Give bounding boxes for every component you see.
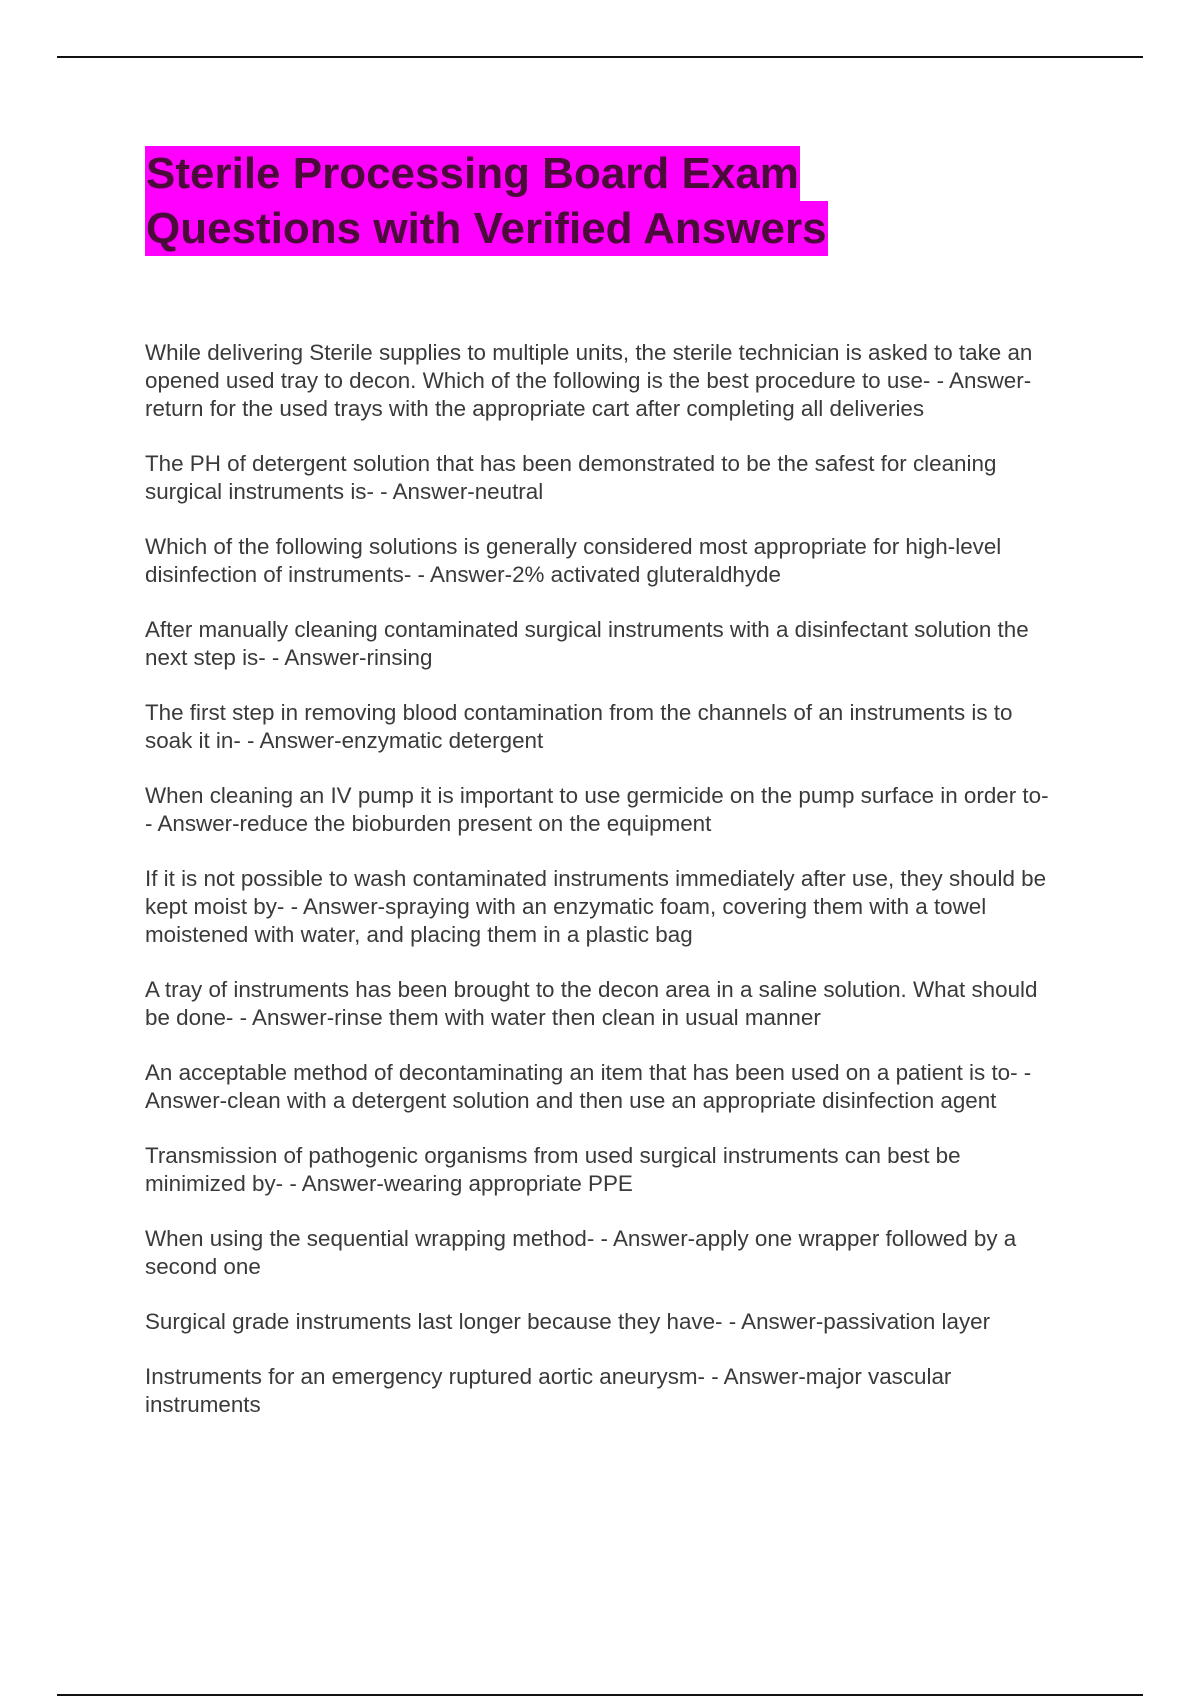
header-rule: [57, 56, 1143, 58]
qa-item: While delivering Sterile supplies to multiple units, the sterile technician is asked to take an opened used tray to decon. Which of the following is the best procedure to use- - Answer-return for the used trays with the appropriate cart after completing all deliveries: [145, 340, 1033, 421]
title-line-2: Questions with Verified Answers: [145, 201, 828, 256]
qa-item: An acceptable method of decontaminating an item that has been used on a patient is to- - Answer-clean with a detergent solution and then use an appropriate disinfection agent: [145, 1060, 1032, 1113]
footer-rule: [57, 1694, 1143, 1696]
qa-item: If it is not possible to wash contaminated instruments immediately after use, they should be kept moist by- - Answer-spraying with an enzymatic foam, covering them with a towel moistened with water, and placing them in a plastic bag: [145, 866, 1047, 947]
qa-item: After manually cleaning contaminated surgical instruments with a disinfectant solution the next step is- - Answer-rinsing: [145, 617, 1029, 670]
qa-item: When using the sequential wrapping method- - Answer-apply one wrapper followed by a second one: [145, 1226, 1017, 1279]
qa-item: The PH of detergent solution that has been demonstrated to be the safest for cleaning surgical instruments is- - Answer-neutral: [145, 451, 997, 504]
qa-item: A tray of instruments has been brought to the decon area in a saline solution. What should be done- - Answer-rinse them with water then clean in usual manner: [145, 977, 1038, 1030]
qa-item: The first step in removing blood contamination from the channels of an instruments is to soak it in- - Answer-enzymatic detergent: [145, 700, 1013, 753]
qa-item: Surgical grade instruments last longer because they have- - Answer-passivation layer: [145, 1309, 991, 1334]
qa-item: Instruments for an emergency ruptured aortic aneurysm- - Answer-major vascular instruments: [145, 1364, 952, 1417]
title-line-1: Sterile Processing Board Exam: [145, 146, 800, 201]
qa-item: Transmission of pathogenic organisms from used surgical instruments can best be minimized by- - Answer-wearing appropriate PPE: [145, 1143, 961, 1196]
qa-item: When cleaning an IV pump it is important to use germicide on the pump surface in order to- - Answer-reduce the bioburden present on the equipment: [145, 783, 1049, 836]
qa-item: Which of the following solutions is generally considered most appropriate for high-level disinfection of instruments- - Answer-2% activated gluteraldhyde: [145, 534, 1002, 587]
question-answer-list: [145, 339, 1060, 1446]
document-title: [145, 146, 945, 256]
